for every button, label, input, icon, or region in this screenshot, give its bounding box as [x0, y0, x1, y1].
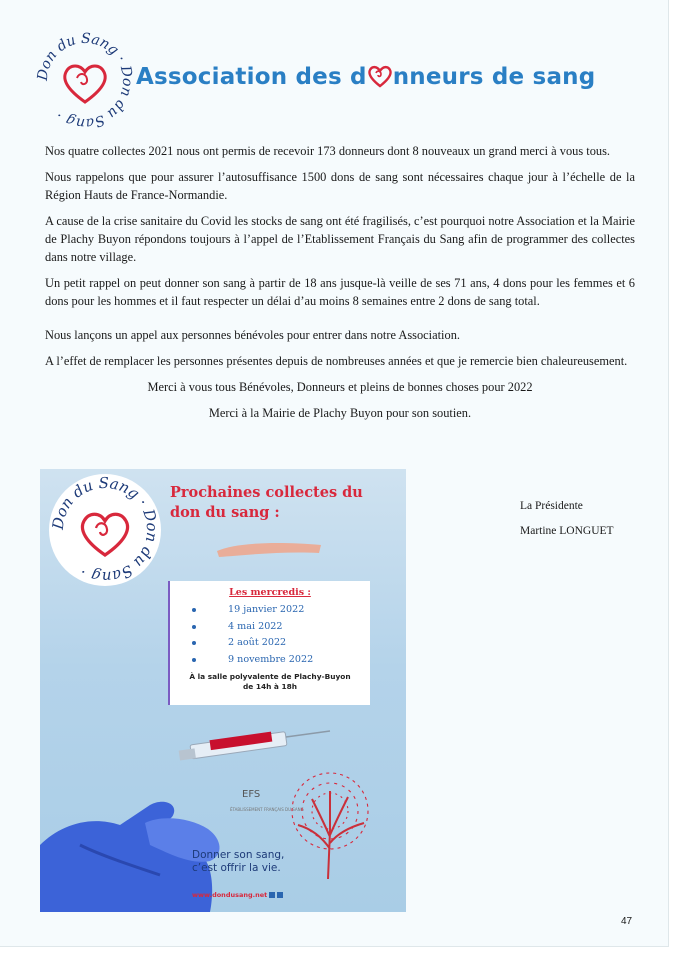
signature-role: La Présidente	[520, 500, 583, 512]
list-item	[192, 652, 370, 669]
slogan-line: c’est offrir la vie.	[192, 862, 281, 874]
dates-card	[168, 581, 370, 705]
poster-logo	[46, 471, 164, 589]
efs-subtitle: ÉTABLISSEMENT FRANÇAIS DU SANG	[230, 807, 304, 812]
website-link[interactable]	[192, 891, 283, 899]
dates-list	[170, 602, 370, 668]
efs-mark: EFS	[242, 789, 261, 800]
list-item	[192, 602, 370, 619]
title-part-2: nneurs de sang	[392, 64, 596, 90]
svg-text:Don du Sang · Don du Sang ·	[35, 31, 136, 131]
paragraph: Nos quatre collectes 2021 nous ont permis de recevoir 173 donneurs dont 8 nouveaux un grand merci à vous tous.	[45, 144, 611, 158]
bullet-icon	[192, 641, 196, 645]
signature-block	[520, 494, 632, 544]
page-number: 47	[621, 916, 633, 927]
location-text	[170, 672, 370, 692]
paragraph: Nous rappelons que pour assurer l’autosuffisance 1500 dons de sang sont nécessaires chaque jour à l’échelle de la Région Hauts de France-Normandie.	[45, 170, 635, 202]
bullet-icon	[192, 608, 196, 612]
date-text: 2 août 2022	[228, 637, 287, 648]
slogan-line: Donner son sang,	[192, 849, 285, 861]
hours-line: de 14h à 18h	[242, 682, 298, 691]
article-body	[45, 142, 635, 430]
thanks-line: Merci à la Mairie de Plachy Buyon pour son soutien.	[208, 406, 472, 420]
don-du-sang-logo	[30, 26, 140, 136]
slogan	[192, 849, 352, 875]
date-text: 4 mai 2022	[228, 620, 283, 632]
paragraph: A l’effet de remplacer les personnes présentes depuis de nombreuses années et que je remercie bien chaleureusement.	[45, 354, 628, 368]
bullet-icon	[192, 625, 196, 629]
list-item	[192, 635, 370, 652]
poster-logo-ring-text: Don du Sang · Don du Sang ·	[48, 473, 162, 587]
list-item	[192, 619, 370, 636]
collection-poster	[40, 469, 406, 912]
location-line: À la salle polyvalente de Plachy-Buyon	[189, 672, 351, 681]
date-text: 19 janvier 2022	[228, 604, 305, 615]
dates-heading: Les mercredis :	[229, 587, 311, 598]
poster-title: Prochaines collectes du don du sang :	[170, 484, 363, 521]
date-text: 9 novembre 2022	[228, 653, 314, 665]
title-part-1: Association des d	[136, 64, 367, 90]
page-title	[136, 64, 595, 90]
paragraph: Un petit rappel on peut donner son sang à partir de 18 ans jusque-là veille de ses 71 ans, 4 dons pour les femmes et 6 dons pour les hommes et il faut respecter un délai d’au moins 8 semaines entre 2 dons de sang total.	[45, 276, 635, 308]
paragraph: A cause de la crise sanitaire du Covid les stocks de sang ont été fragilisés, c’est pourquoi notre Association et la Mairie de Plachy Buyon répondons toujours à l’appel de l’Etablissement Français du Sang afin de programmer des collectes dans notre village.	[45, 214, 635, 264]
thanks-line: Merci à vous tous Bénévoles, Donneurs et pleins de bonnes choses pour 2022	[147, 380, 533, 394]
website-text[interactable]: www.dondusang.net	[192, 891, 268, 899]
signature-name: Martine LONGUET	[520, 525, 614, 537]
brush-stroke	[215, 537, 325, 559]
paragraph: Nous lançons un appel aux personnes bénévoles pour entrer dans notre Association.	[45, 328, 460, 342]
logo-ring-text: Don du Sang · Don du Sang ·	[34, 30, 136, 132]
twitter-icon[interactable]	[277, 892, 283, 898]
heart-o-icon	[367, 64, 393, 88]
bullet-icon	[192, 658, 196, 662]
facebook-icon[interactable]	[269, 892, 275, 898]
